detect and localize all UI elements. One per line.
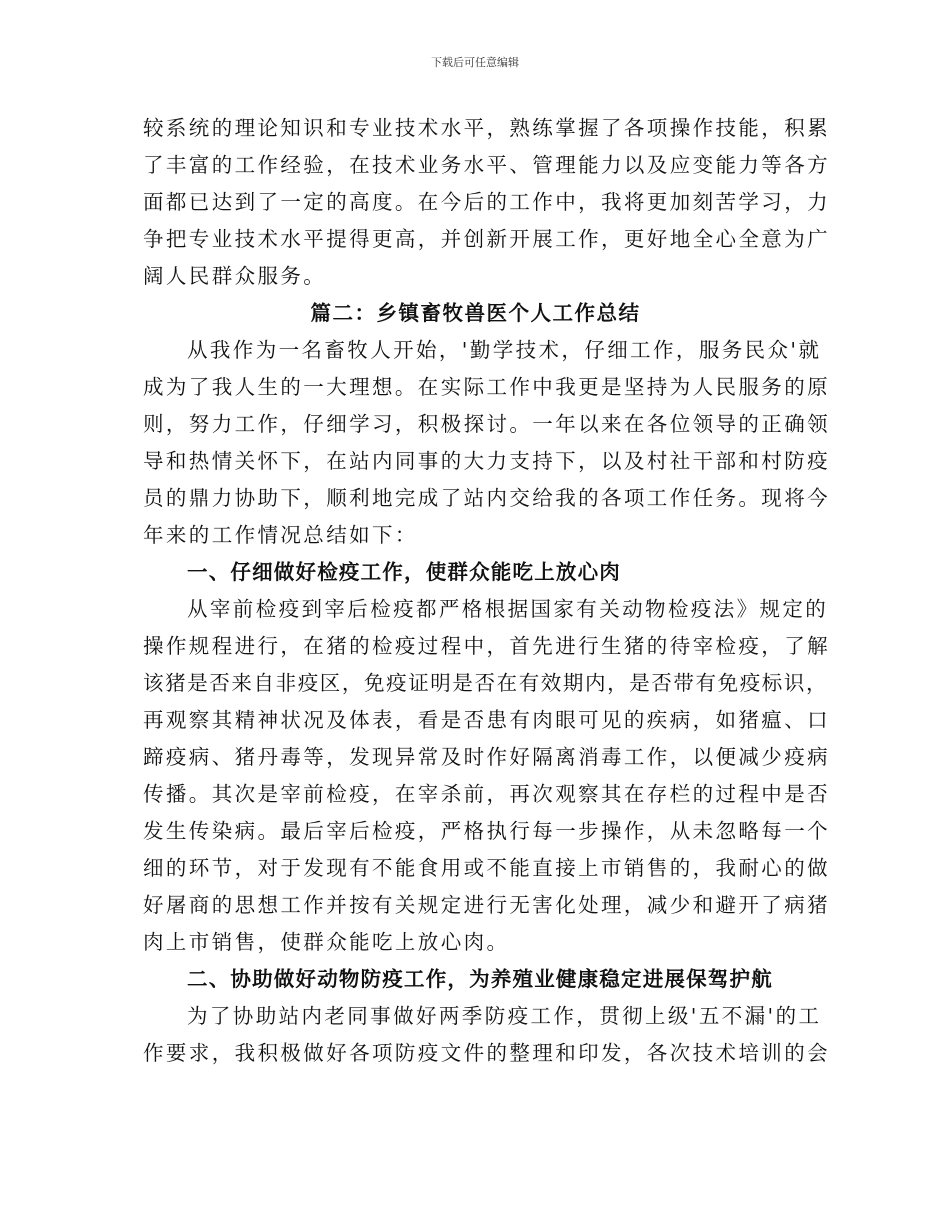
text-line: 从我作为一名畜牧人开始，'勤学技术，仔细工作，服务民众'就 [187, 338, 822, 362]
text-line: 再观察其精神状况及体表，看是否患有肉眼可见的疾病，如猪瘟、口 [143, 708, 830, 732]
text-line: 较系统的理论知识和专业技术水平，熟练掌握了各项操作技能，积累 [143, 116, 830, 140]
text-line: 则，努力工作，仔细学习，积极探讨。一年以来在各位领导的正确领 [143, 412, 830, 436]
article-title: 篇二：乡镇畜牧兽医个人工作总结 [310, 301, 641, 325]
page-header-note: 下载后可任意编辑 [431, 56, 519, 69]
text-line: 为了协助站内老同事做好两季防疫工作，贯彻上级'五不漏'的工 [187, 1004, 822, 1028]
section-2-paragraph [143, 998, 830, 1072]
text-line: 该猪是否来自非疫区，免疫证明是否在有效期内，是否带有免疫标识， [143, 671, 829, 695]
text-line: 成为了我人生的一大理想。在实际工作中我更是坚持为人民服务的原 [143, 375, 830, 399]
text-line: 从宰前检疫到宰后检疫都严格根据国家有关动物检疫法》规定的 [187, 597, 829, 621]
text-line: 导和热情关怀下，在站内同事的大力支持下，以及村社干部和村防疫 [143, 449, 830, 473]
text-line: 发生传染病。最后宰后检疫，严格执行每一步操作，从未忽略每一个 [143, 819, 830, 843]
text-line: 好屠商的思想工作并按有关规定进行无害化处理，减少和避开了病猪 [143, 893, 830, 917]
text-line: 细的环节，对于发现有不能食用或不能直接上市销售的，我耐心的做 [143, 856, 830, 880]
document-body [143, 110, 830, 1072]
section-2-heading: 二、协助做好动物防疫工作，为养殖业健康稳定进展保驾护航 [187, 967, 773, 991]
text-line: 蹄疫病、猪丹毒等，发现异常及时作好隔离消毒工作，以便减少疫病 [143, 745, 830, 769]
text-line: 肉上市销售，使群众能吃上放心肉。 [143, 930, 510, 954]
intro-paragraph [143, 332, 830, 554]
section-1-paragraph [143, 591, 830, 961]
text-line: 年来的工作情况总结如下： [143, 523, 418, 547]
text-line: 阔人民群众服务。 [143, 264, 327, 288]
text-line: 面都已达到了一定的高度。在今后的工作中，我将更加刻苦学习，力 [143, 190, 830, 214]
text-line: 作要求，我积极做好各项防疫文件的整理和印发，各次技术培训的会 [143, 1041, 830, 1065]
section-1-heading: 一、仔细做好检疫工作，使群众能吃上放心肉 [187, 560, 621, 584]
text-line: 操作规程进行，在猪的检疫过程中，首先进行生猪的待宰检疫，了解 [143, 634, 830, 658]
text-line: 员的鼎力协助下，顺利地完成了站内交给我的各项工作任务。现将今 [143, 486, 830, 510]
text-line: 了丰富的工作经验，在技术业务水平、管理能力以及应变能力等各方 [143, 153, 830, 177]
text-line: 传播。其次是宰前检疫，在宰杀前，再次观察其在存栏的过程中是否 [143, 782, 830, 806]
paragraph-1 [143, 110, 830, 295]
text-line: 争把专业技术水平提得更高，并创新开展工作，更好地全心全意为广 [143, 227, 830, 251]
